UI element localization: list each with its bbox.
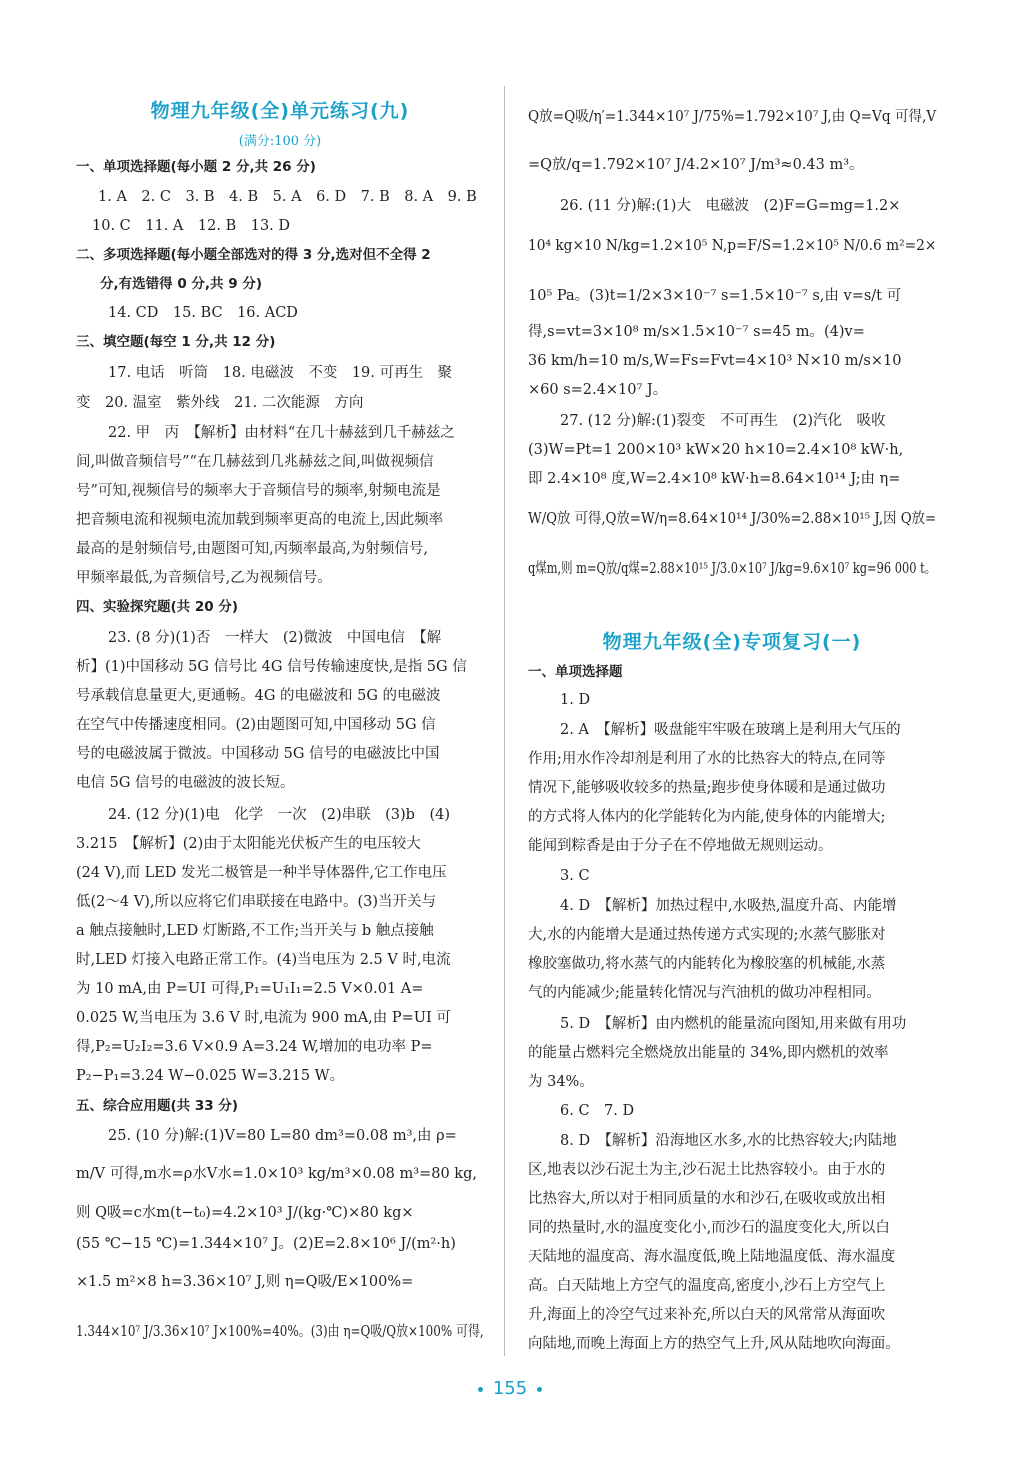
answer-line: 橡胶塞做功,将水蒸气的内能转化为橡胶塞的机械能,水蒸 [528,956,886,972]
column-divider [504,86,505,1356]
answer-line: 时,LED 灯接入电路正常工作。(4)当电压为 2.5 V 时,电流 [76,952,451,968]
answer-line: 情况下,能够吸收较多的热量;跑步使身体暖和是通过做功 [528,780,886,796]
answer-line: 号的电磁波属于微波。中国移动 5G 信号的电磁波比中国 [76,746,440,762]
answer-line: m/V 可得,m水=ρ水V水=1.0×10³ kg/m³×0.08 m³=80 kg, [76,1166,477,1182]
answer-line: 0.025 W,当电压为 3.6 V 时,电流为 900 mA,由 P=UI 可 [76,1010,451,1026]
answer-line: 的方式将人体内的化学能转化为内能,使身体的内能增大; [528,809,886,825]
answer-line: 10⁵ Pa。(3)t=1/2×3×10⁻⁷ s=1.5×10⁻⁷ s,由 v=s/t 可 [528,288,902,304]
answer-line: 的能量占燃料完全燃烧放出能量的 34%,即内燃机的效率 [528,1045,889,1061]
section-heading: 三、填空题(每空 1 分,共 12 分) [76,334,276,350]
answer-line: 升,海面上的冷空气过来补充,所以白天的风常常从海面吹 [528,1307,886,1323]
answer-line: 得,P₂=U₂I₂=3.6 V×0.9 A=3.24 W,增加的电功率 P= [76,1039,433,1055]
answer-line: W/Q放 可得,Q放=W/η=8.64×10¹⁴ J/30%=2.88×10¹⁵ J,因 Q放= [528,511,937,527]
answer-line: 3. C [560,868,590,884]
answer-line: 为 10 mA,由 P=UI 可得,P₁=U₁I₁=2.5 V×0.01 A= [76,981,424,997]
answer-line: 10. C 11. A 12. B 13. D [92,218,291,234]
section-heading: 四、实验探究题(共 20 分) [76,599,239,615]
answer-line: 24. (12 分)(1)电 化学 一次 (2)串联 (3)b (4) [108,807,450,823]
answer-line: 26. (11 分)解:(1)大 电磁波 (2)F=G=mg=1.2× [560,198,901,214]
answer-line: 1. D [560,692,591,708]
section-heading: 二、多项选择题(每小题全部选对的得 3 分,选对但不全得 2 [76,247,431,263]
section-heading: 分,有选错得 0 分,共 9 分) [100,276,263,292]
answer-line: 5. D 【解析】由内燃机的能量流向图知,用来做有用功 [560,1016,907,1032]
answer-line: 在空气中传播速度相同。(2)由题图可知,中国移动 5G 信 [76,717,436,733]
left-subtitle: (满分:100 分) [238,134,322,149]
right-title: 物理九年级(全)专项复习(一) [602,631,862,653]
answer-line: 25. (10 分)解:(1)V=80 L=80 dm³=0.08 m³,由 ρ= [108,1128,457,1144]
answer-line: 天陆地的温度高、海水温度低,晚上陆地温度低、海水温度 [528,1249,896,1265]
answer-line: 36 km/h=10 m/s,W=Fs=Fvt=4×10³ N×10 m/s×10 [528,353,902,369]
bullet-dot-icon [478,1387,483,1392]
answer-line: 14. CD 15. BC 16. ACD [108,305,298,321]
answer-line: (3)W=Pt=1 200×10³ kW×20 h×10=2.4×10⁸ kW·h, [528,442,904,458]
answer-line: 析】(1)中国移动 5G 信号比 4G 信号传输速度快,是指 5G 信 [76,659,467,675]
answer-line: 为 34%。 [528,1074,594,1090]
answer-line: 8. D 【解析】沿海地区水多,水的比热容较大;内陆地 [560,1133,897,1149]
answer-line: 最高的是射频信号,由题图可知,丙频率最高,为射频信号, [76,541,428,557]
answer-line: 把音频电流和视频电流加载到频率更高的电流上,因此频率 [76,512,444,528]
answer-line: 1.344×10⁷ J/3.36×10⁷ J×100%=40%。(3)由 η=Q吸/Q放×100% 可得, [76,1324,484,1340]
answer-line: 作用;用水作冷却剂是利用了水的比热容大的特点,在同等 [528,751,886,767]
answer-line: 大,水的内能增大是通过热传递方式实现的;水蒸气膨胀对 [528,927,886,943]
answer-line: 变 20. 温室 紫外线 21. 二次能源 方向 [76,395,364,411]
answer-line: 10⁴ kg×10 N/kg=1.2×10⁵ N,p=F/S=1.2×10⁵ N/0.6 m²=2× [528,238,937,254]
answer-line: 6. C 7. D [560,1103,635,1119]
answer-line: 向陆地,而晚上海面上方的热空气上升,风从陆地吹向海面。 [528,1336,900,1352]
page-number-text: 155 [492,1378,528,1399]
answer-line: 高。白天陆地上方空气的温度高,密度小,沙石上方空气上 [528,1278,886,1294]
answer-line: q煤m,则 m=Q放/q煤=2.88×10¹⁵ J/3.0×10⁷ J/kg=9.6×10⁷ kg=96 000 t。 [528,561,937,577]
answer-line: 能闻到粽香是由于分子在不停地做无规则运动。 [528,838,833,854]
answer-line: P₂−P₁=3.24 W−0.025 W=3.215 W。 [76,1068,345,1084]
answer-line: (24 V),而 LED 发光二极管是一种半导体器件,它工作电压 [76,865,447,881]
answer-line: ×60 s=2.4×10⁷ J。 [528,382,668,398]
answer-line: 同的热量时,水的温度变化小,而沙石的温度变化大,所以白 [528,1220,890,1236]
answer-line: 号”可知,视频信号的频率大于音频信号的频率,射频电流是 [76,483,441,499]
answer-line: 气的内能减少;能量转化情况与汽油机的做功冲程相同。 [528,985,881,1001]
answer-line: (55 ℃−15 ℃)=1.344×10⁷ J。(2)E=2.8×10⁶ J/(m²·h) [76,1236,456,1252]
answer-line: ×1.5 m²×8 h=3.36×10⁷ J,则 η=Q吸/E×100%= [76,1274,414,1290]
answer-line: 号承载信息量更大,更通畅。4G 的电磁波和 5G 的电磁波 [76,688,441,704]
answer-line: 1. A 2. C 3. B 4. B 5. A 6. D 7. B 8. A 9. B [98,189,477,205]
answer-line: 27. (12 分)解:(1)裂变 不可再生 (2)汽化 吸收 [560,413,886,429]
answer-line: 22. 甲 丙 【解析】由材料“在几十赫兹到几千赫兹之 [108,425,455,441]
answer-line: 4. D 【解析】加热过程中,水吸热,温度升高、内能增 [560,898,897,914]
section-heading: 一、单项选择题 [528,664,623,680]
left-title: 物理九年级(全)单元练习(九) [150,100,410,122]
answer-line: 则 Q吸=c水m(t−t₀)=4.2×10³ J/(kg·℃)×80 kg× [76,1205,414,1221]
bullet-dot-icon [537,1387,542,1392]
page-number [0,1378,1020,1399]
answer-line: 3.215 【解析】(2)由于太阳能光伏板产生的电压较大 [76,836,421,852]
answer-line: 比热容大,所以对于相同质量的水和沙石,在吸收或放出相 [528,1191,886,1207]
answer-line: 甲频率最低,为音频信号,乙为视频信号。 [76,570,332,586]
answer-line: 低(2～4 V),所以应将它们串联接在电路中。(3)当开关与 [76,894,436,910]
answer-line: 17. 电话 听筒 18. 电磁波 不变 19. 可再生 聚 [108,365,453,381]
answer-line: 23. (8 分)(1)否 一样大 (2)微波 中国电信 【解 [108,630,442,646]
answer-line: a 触点接触时,LED 灯断路,不工作;当开关与 b 触点接触 [76,923,434,939]
answer-line: 即 2.4×10⁸ 度,W=2.4×10⁸ kW·h=8.64×10¹⁴ J;由 η= [528,471,901,487]
answer-line: 间,叫做音频信号”“在几赫兹到几兆赫兹之间,叫做视频信 [76,454,434,470]
section-heading: 一、单项选择题(每小题 2 分,共 26 分) [76,159,316,175]
answer-line: 得,s=vt=3×10⁸ m/s×1.5×10⁻⁷ s=45 m。(4)v= [528,324,865,340]
answer-line: 2. A 【解析】吸盘能牢牢吸在玻璃上是利用大气压的 [560,722,901,738]
answer-line: 电信 5G 信号的电磁波的波长短。 [76,775,295,791]
section-heading: 五、综合应用题(共 33 分) [76,1098,239,1114]
answer-line: 区,地表以沙石泥土为主,沙石泥土比热容较小。由于水的 [528,1162,886,1178]
answer-line: Q放=Q吸/η′=1.344×10⁷ J/75%=1.792×10⁷ J,由 Q=Vq 可得,V [528,109,937,125]
answer-line: =Q放/q=1.792×10⁷ J/4.2×10⁷ J/m³≈0.43 m³。 [528,157,864,173]
